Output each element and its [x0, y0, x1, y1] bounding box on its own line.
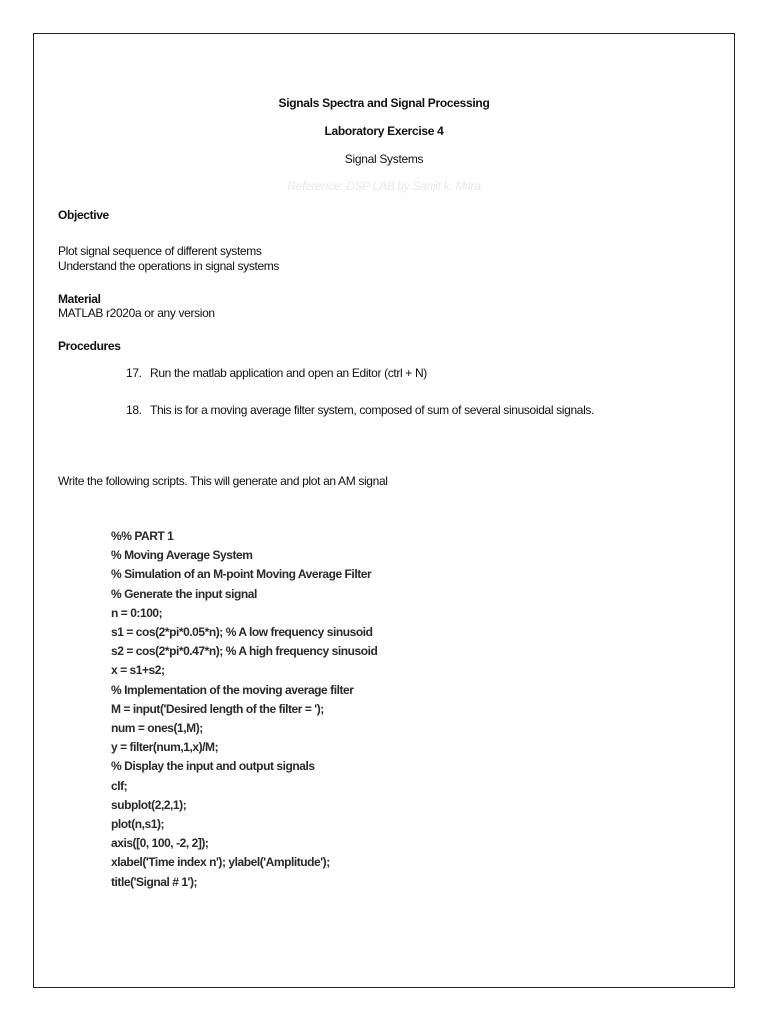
code-line: M = input('Desired length of the filter = '); [111, 701, 324, 716]
code-line: %% PART 1 [111, 529, 174, 543]
code-line: % Moving Average System [111, 548, 253, 563]
objective-heading: Objective [58, 208, 109, 222]
procedure-step [58, 366, 748, 380]
document-title: Signals Spectra and Signal Processing [278, 96, 490, 110]
document-content [58, 208, 748, 417]
step-number: 18. [126, 403, 142, 417]
code-line: % Generate the input signal [111, 586, 257, 601]
code-line: % Display the input and output signals [111, 759, 315, 774]
code-line: n = 0:100; [111, 605, 163, 620]
step-text: This is for a moving average filter system, composed of sum of several sinusoidal signals. [150, 403, 595, 417]
objective-line: Plot signal sequence of different systems [58, 244, 262, 258]
title-block [34, 96, 734, 193]
document-reference: Reference: DSP LAB by Sanjit k. Mitra [287, 179, 481, 193]
step-number: 17. [126, 366, 142, 380]
instruction-text: Write the following scripts. This will generate and plot an AM signal [58, 474, 388, 488]
code-line: num = ones(1,M); [111, 721, 203, 736]
procedure-step [58, 403, 748, 417]
code-line: % Simulation of an M-point Moving Average Filter [111, 567, 372, 582]
document-subtitle: Laboratory Exercise 4 [324, 124, 444, 138]
code-listing [111, 527, 377, 892]
code-line: title('Signal # 1'); [111, 874, 198, 889]
code-line: s2 = cos(2*pi*0.47*n); % A high frequency sinusoid [111, 644, 378, 659]
code-line: clf; [111, 778, 128, 793]
material-heading: Material [58, 292, 101, 306]
code-line: xlabel('Time index n'); ylabel('Amplitude'); [111, 855, 330, 870]
procedures-heading: Procedures [58, 339, 121, 353]
code-line: % Implementation of the moving average filter [111, 682, 354, 697]
step-text: Run the matlab application and open an Editor (ctrl + N) [150, 366, 427, 380]
code-line: subplot(2,2,1); [111, 797, 187, 812]
code-line: y = filter(num,1,x)/M; [111, 740, 219, 755]
code-line: x = s1+s2; [111, 663, 165, 678]
code-line: s1 = cos(2*pi*0.05*n); % A low frequency sinusoid [111, 625, 373, 640]
document-topic: Signal Systems [344, 152, 424, 166]
material-text: MATLAB r2020a or any version [58, 306, 215, 320]
code-line: axis([0, 100, -2, 2]); [111, 836, 209, 851]
objective-line: Understand the operations in signal systems [58, 259, 280, 273]
code-line: plot(n,s1); [111, 817, 165, 832]
